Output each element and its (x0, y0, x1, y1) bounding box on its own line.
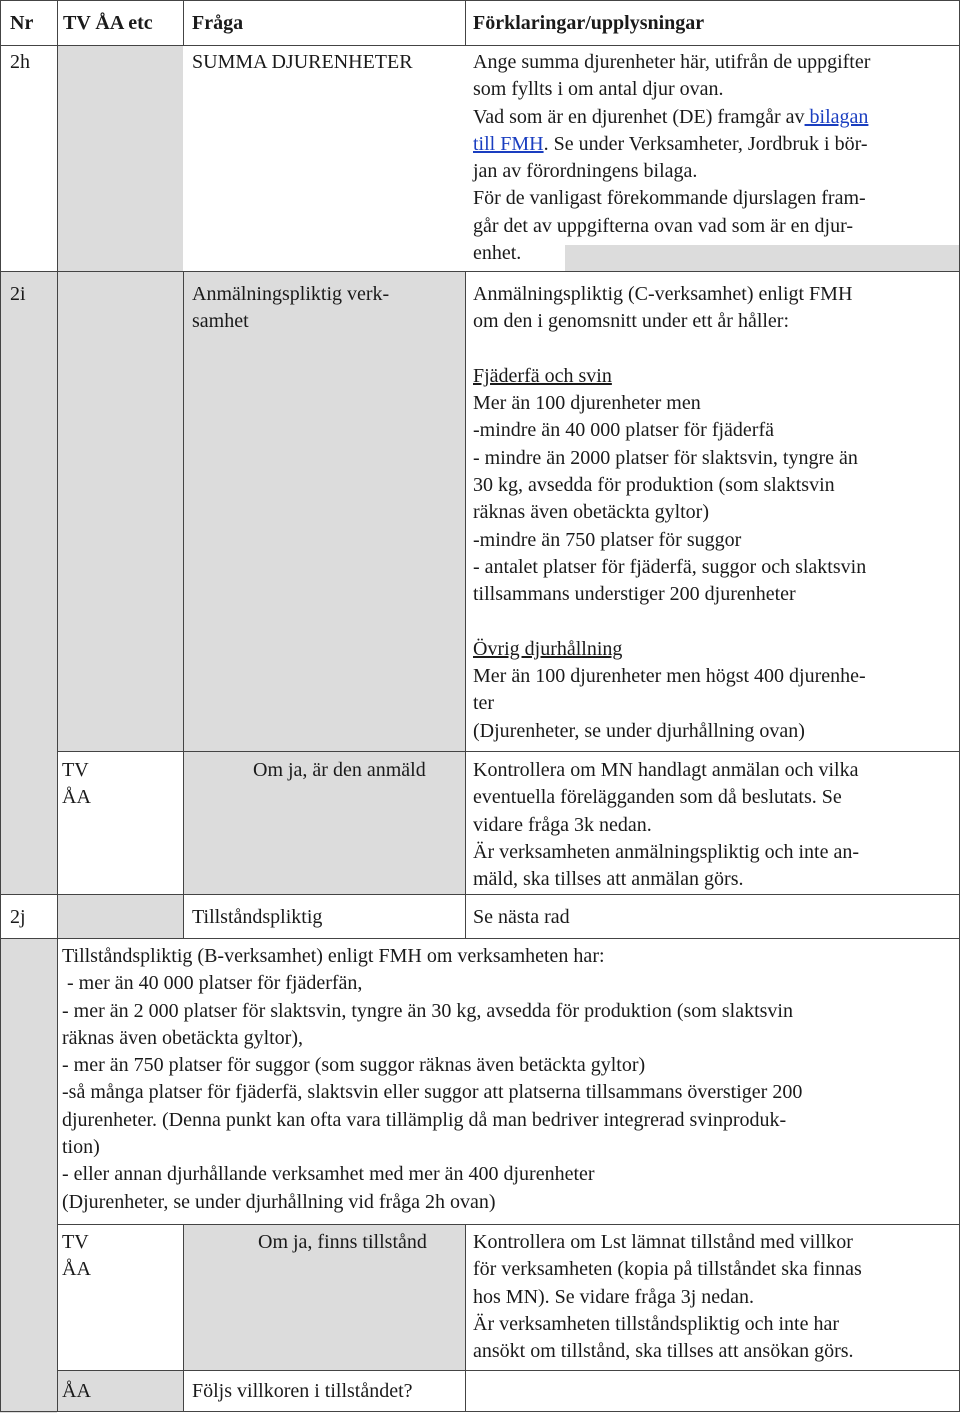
grid-line (0, 938, 960, 939)
explanation-line: ter (473, 692, 495, 715)
row-2h-nr: 2h (10, 51, 30, 73)
explanation-line: Mer än 100 djurenheter men (473, 392, 701, 415)
explanation-line: Är verksamheten anmälningspliktig och inte an- (473, 840, 860, 863)
explanation-line: Mer än 100 djurenheter men högst 400 djurenhe- (473, 665, 866, 688)
row-2j-last-aa: ÅA (62, 1380, 91, 1402)
grid-line (0, 0, 960, 1)
grid-line (0, 1411, 960, 1412)
shade-2j-tv (57, 894, 183, 938)
explanation-line: räknas även obetäckta gyltor) (473, 501, 710, 524)
explanation-line: om den i genomsnitt under ett år håller: (473, 310, 790, 333)
explanation-line (473, 104, 870, 131)
shade-2j-nr (0, 938, 57, 1413)
bilagan-link[interactable]: bilagan (804, 105, 869, 128)
explanation-line: - antalet platser för fjäderfä, suggor och slaktsvin (473, 555, 867, 578)
blank-line (473, 336, 866, 363)
explanation-line: - mindre än 2000 platser för slaktsvin, tyngre än (473, 446, 858, 469)
shade-2i-tv (57, 271, 183, 751)
row-2i-sub-question: Om ja, är den anmäld (253, 759, 426, 781)
explanation-line: - eller annan djurhållande verksamhet med mer än 400 djurenheter (62, 1163, 595, 1186)
grid-line (57, 1224, 960, 1225)
explanation-line: enhet. (473, 242, 522, 265)
explanation-line: (Djurenheter, se under djurhållning vid fråga 2h ovan) (62, 1190, 496, 1213)
row-2j-sub-explanation (473, 1229, 862, 1365)
grid-line (465, 1224, 466, 1412)
shade-2i-nr (0, 271, 57, 894)
grid-line (183, 0, 184, 45)
explanation-line: - mer än 40 000 platser för fjäderfän, (62, 972, 363, 995)
row-2i-nr: 2i (10, 283, 26, 305)
aa-label: ÅA (62, 1258, 91, 1281)
question-line: Anmälningspliktig verk- (192, 283, 390, 305)
grid-line (183, 271, 184, 938)
grid-line (0, 0, 1, 1412)
grid-line (57, 0, 58, 1412)
row-2h-question: SUMMA DJURENHETER (192, 51, 413, 73)
explanation-line: räknas även obetäckta gyltor), (62, 1026, 304, 1049)
grid-line (57, 751, 960, 752)
header-nr: Nr (10, 12, 34, 34)
tv-label: TV (62, 1231, 89, 1253)
explanation-line (473, 131, 870, 158)
explanation-line: djurenheter. (Denna punkt kan ofta vara tillämplig då man bedriver integrerad svinproduk- (62, 1108, 787, 1131)
aa-label: ÅA (62, 786, 91, 809)
row-2j-sub-question: Om ja, finns tillstånd (258, 1231, 427, 1253)
explanation-line: Är verksamheten tillståndspliktig och inte har (473, 1312, 840, 1335)
grid-line (0, 271, 960, 272)
explanation-line: Kontrollera om Lst lämnat tillstånd med villkor (473, 1231, 853, 1253)
tv-label: TV (62, 759, 89, 781)
explanation-line: 30 kg, avsedda för produktion (som slaktsvin (473, 474, 835, 497)
explanation-line: För de vanligast förekommande djurslagen fram- (473, 187, 866, 210)
row-2i-question (192, 281, 389, 336)
explanation-text: . Se under Verksamheter, Jordbruk i bör- (543, 132, 868, 155)
explanation-line: (Djurenheter, se under djurhållning ovan) (473, 719, 805, 742)
explanation-line: hos MN). Se vidare fråga 3j nedan. (473, 1285, 755, 1308)
row-2h-explanation (473, 49, 870, 267)
explanation-line: eventuella förelägganden som då beslutats. Se (473, 786, 842, 809)
row-2i-sub-explanation (473, 757, 859, 893)
grid-line (465, 271, 466, 938)
grid-line (0, 45, 960, 46)
explanation-line: Anmälningspliktig (C-verksamhet) enligt FMH (473, 283, 853, 305)
explanation-line: Kontrollera om MN handlagt anmälan och vilka (473, 759, 859, 781)
section-title-ovrig-djurhallning: Övrig djurhållning (473, 637, 623, 660)
explanation-line: -mindre än 750 platser för suggor (473, 528, 742, 551)
header-tv-aa: TV ÅA etc (63, 12, 153, 34)
explanation-line: -mindre än 40 000 platser för fjäderfä (473, 419, 774, 442)
explanation-line: jan av förordningens bilaga. (473, 160, 698, 183)
row-2j-explanation: Se nästa rad (473, 906, 570, 928)
explanation-line: vidare fråga 3k nedan. (473, 813, 652, 836)
header-fraga: Fråga (192, 12, 244, 34)
row-2j-nr: 2j (10, 906, 26, 928)
explanation-line: Tillståndspliktig (B-verksamhet) enligt FMH om verksamheten har: (62, 945, 605, 967)
explanation-line: tillsammans understiger 200 djurenheter (473, 583, 796, 606)
explanation-line: -så många platser för fjäderfä, slaktsvin eller suggor att platserna tillsammans överstiger 200 (62, 1081, 803, 1104)
explanation-line: tion) (62, 1136, 100, 1159)
row-2j-wide-explanation (62, 943, 802, 1216)
explanation-text: Vad som är en djurenhet (DE) framgår av (473, 105, 805, 128)
explanation-line: - mer än 2 000 platser för slaktsvin, tyngre än 30 kg, avsedda för produktion (som slaktsvin (62, 999, 793, 1022)
explanation-line: Ange summa djurenheter här, utifrån de uppgifter (473, 51, 871, 73)
row-2j-last-question: Följs villkoren i tillståndet? (192, 1380, 413, 1402)
grid-line (465, 0, 466, 45)
fmh-link[interactable]: till FMH (473, 132, 544, 155)
row-2i-sub-tv-aa (62, 757, 91, 812)
grid-line (183, 1224, 184, 1412)
header-forklaringar: Förklaringar/upplysningar (473, 12, 705, 34)
row-2j-sub-tv-aa (62, 1229, 91, 1284)
grid-line (0, 894, 960, 895)
question-line: samhet (192, 310, 249, 333)
shade-2h-tv (57, 45, 183, 271)
explanation-line: - mer än 750 platser för suggor (som suggor räknas även betäckta gyltor) (62, 1054, 646, 1077)
explanation-line: mäld, ska tillses att anmälan görs. (473, 868, 744, 891)
shade-2i-question (183, 271, 465, 751)
row-2j-question: Tillståndspliktig (192, 906, 323, 928)
section-title-fjaderfa-svin: Fjäderfä och svin (473, 364, 612, 387)
grid-line (57, 1370, 960, 1371)
explanation-line: ansökt om tillstånd, ska tillses att ansökan görs. (473, 1340, 854, 1363)
blank-line (473, 609, 866, 636)
row-2i-explanation (473, 281, 866, 745)
explanation-line: för verksamheten (kopia på tillståndet ska finnas (473, 1258, 862, 1281)
explanation-line: som fyllts i om antal djur ovan. (473, 78, 724, 101)
explanation-line: går det av uppgifterna ovan vad som är en djur- (473, 214, 854, 237)
